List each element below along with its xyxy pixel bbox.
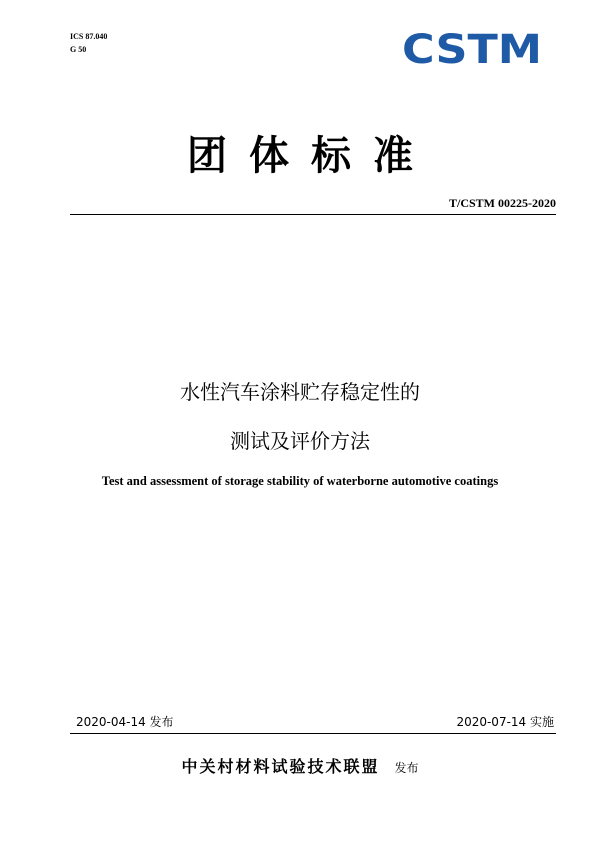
cstm-logo xyxy=(402,30,542,72)
title-cn-line2: 测试及评价方法 xyxy=(230,429,370,453)
publisher xyxy=(0,754,600,777)
top-divider xyxy=(70,214,556,215)
cstm-logo-text: CSTM xyxy=(402,30,542,72)
standard-type: 团体标准 xyxy=(187,133,435,179)
ics-code: ICS 87.040 xyxy=(70,32,108,41)
title-en: Test and assessment of storage stability of waterborne automotive coatings xyxy=(101,474,499,488)
standard-number: T/CSTM 00225-2020 xyxy=(448,196,556,210)
bottom-divider xyxy=(70,733,556,734)
publisher-name: 中关村材料试验技术联盟 xyxy=(181,757,380,776)
title-cn-line1: 水性汽车涂料贮存稳定性的 xyxy=(180,380,420,404)
classification-codes xyxy=(70,30,107,56)
publisher-suffix: 发布 xyxy=(394,761,419,775)
issue-date: 2020-04-14 发布 xyxy=(76,715,174,729)
implementation-date: 2020-07-14 实施 xyxy=(456,715,554,729)
ccs-code: G 50 xyxy=(70,45,87,54)
